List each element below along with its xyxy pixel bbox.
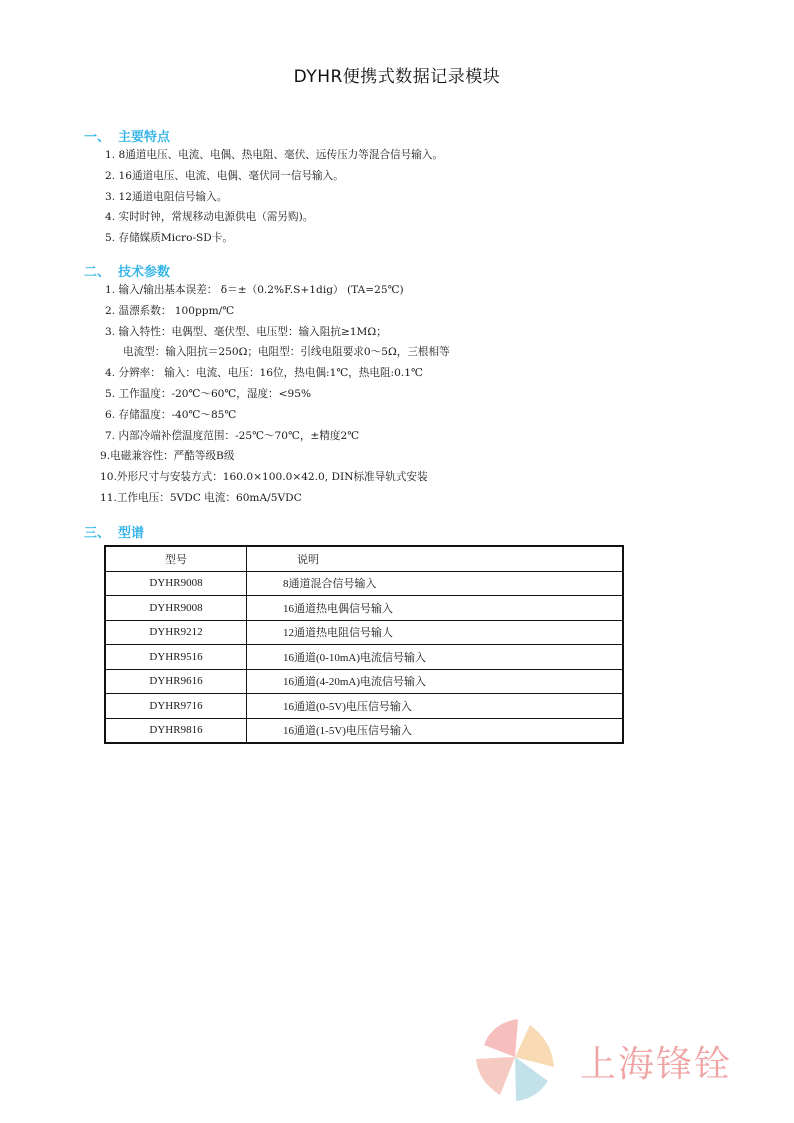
description-cell: 16通道热电偶信号输入 — [247, 596, 624, 621]
list-item: 3. 12通道电阻信号输入。 — [105, 190, 228, 203]
list-item: 4. 实时时钟，常规移动电源供电（需另购)。 — [105, 211, 314, 224]
document-title: DYHR便携式数据记录模块 — [293, 67, 501, 87]
list-item: 2. 温漂系数： 100ppm/℃ — [105, 304, 235, 317]
list-item: 2. 16通道电压、电流、电偶、毫伏同一信号输入。 — [105, 169, 344, 182]
column-header-description: 说明 — [247, 546, 624, 571]
description-cell: 16通道(1-5V)电压信号输入 — [247, 718, 624, 743]
description-cell: 8通道混合信号输入 — [247, 571, 624, 596]
brand-logo-icon — [470, 1015, 560, 1103]
list-item: 电流型：输入阻抗＝250Ω；电阻型：引线电阻要求0～5Ω，三根相等 — [123, 346, 450, 359]
list-item: 1. 输入/输出基本误差： δ＝±（0.2%F.S+1dig） (TA=25℃) — [105, 284, 404, 296]
model-cell: DYHR9212 — [105, 620, 247, 645]
table-header-row — [105, 546, 623, 571]
list-item: 3. 输入特性：电偶型、毫伏型、电压型：输入阻抗≥1MΩ； — [105, 325, 387, 338]
section-number: 一、 — [84, 130, 111, 145]
table-row — [105, 669, 623, 694]
description-cell: 12通道热电阻信号输人 — [247, 620, 624, 645]
model-cell: DYHR9516 — [105, 645, 247, 670]
table-row — [105, 596, 623, 621]
section-title: 主要特点 — [118, 130, 171, 145]
model-cell: DYHR9008 — [105, 571, 247, 596]
description-cell: 16通道(0-10mA)电流信号输入 — [247, 645, 624, 670]
section-heading-specs — [84, 261, 170, 279]
model-cell: DYHR9008 — [105, 596, 247, 621]
list-item: 6. 存储温度：-40℃～85℃ — [105, 408, 237, 421]
model-cell: DYHR9716 — [105, 694, 247, 719]
section-number: 三、 — [84, 526, 111, 541]
section-number: 二、 — [84, 265, 111, 280]
list-item: 1. 8通道电压、电流、电偶、热电阻、毫伏、远传压力等混合信号输入。 — [105, 149, 444, 161]
section-title: 技术参数 — [118, 265, 171, 280]
column-header-model: 型号 — [105, 546, 247, 571]
model-table — [104, 545, 624, 744]
list-item: 4. 分辨率： 输入：电流、电压：16位，热电偶:1℃，热电阻:0.1℃ — [105, 367, 423, 380]
table-row — [105, 694, 623, 719]
section-heading-features — [84, 126, 170, 144]
model-cell: DYHR9616 — [105, 669, 247, 694]
list-item: 5. 存储媒质Micro-SD卡。 — [105, 232, 233, 245]
table-row — [105, 718, 623, 743]
section-heading-models — [84, 522, 144, 540]
list-item: 5. 工作温度：-20℃～60℃，湿度：<95% — [105, 387, 312, 400]
table-row — [105, 620, 623, 645]
brand-name: 上海锋铨 — [580, 1044, 733, 1085]
list-item: 11.工作电压：5VDC 电流：60mA/5VDC — [100, 491, 302, 504]
list-item: 10.外形尺寸与安装方式：160.0×100.0×42.0, DIN标准导轨式安装 — [100, 471, 428, 484]
list-item: 7. 内部冷端补偿温度范围：-25℃～70℃，±精度2℃ — [105, 429, 360, 442]
features-list — [105, 145, 443, 249]
specs-list — [100, 280, 450, 509]
model-cell: DYHR9816 — [105, 718, 247, 743]
table-row — [105, 645, 623, 670]
section-title: 型谱 — [118, 526, 145, 541]
table-row — [105, 571, 623, 596]
description-cell: 16通道(4-20mA)电流信号输入 — [247, 669, 624, 694]
list-item: 9.电磁兼容性：严酷等级B级 — [100, 450, 235, 463]
description-cell: 16通道(0-5V)电压信号输入 — [247, 694, 624, 719]
